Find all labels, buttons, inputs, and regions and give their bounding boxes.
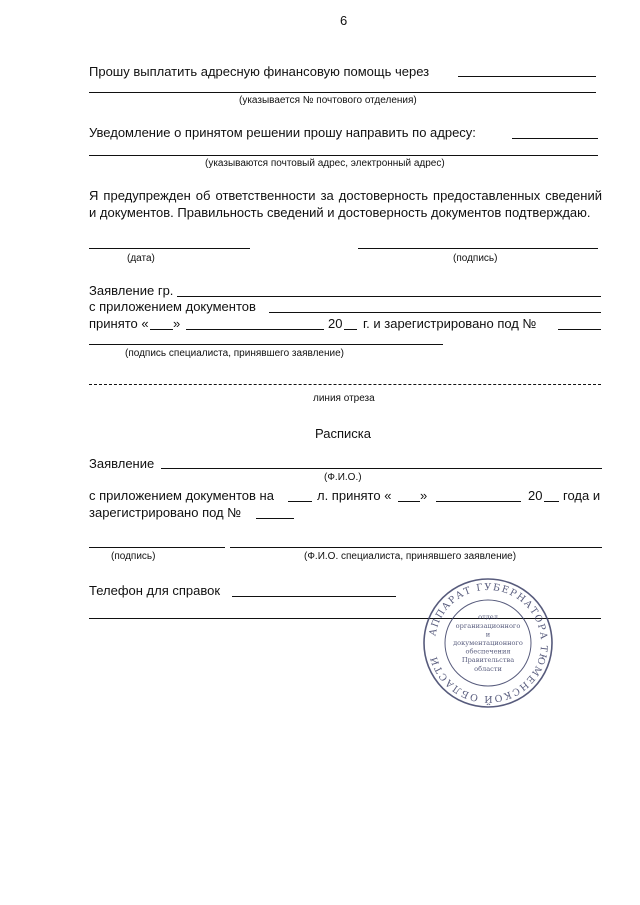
receipt-quote-close: » xyxy=(420,488,428,503)
accepted-registered-text: г. и зарегистрировано под № xyxy=(363,316,537,331)
cut-line-label: линия отреза xyxy=(313,393,375,404)
receipt-year-suffix: года и xyxy=(563,488,601,503)
receipt-title: Расписка xyxy=(315,426,371,441)
specialist-signature-line[interactable] xyxy=(89,344,443,345)
date-field-line[interactable] xyxy=(89,248,250,249)
stamp-center-line: области xyxy=(474,664,502,673)
cut-line xyxy=(89,384,601,385)
stamp-center-line: документационного xyxy=(453,639,523,647)
notice-label: Уведомление о принятом решении прошу направить по адресу: xyxy=(89,125,476,140)
receipt-registered-text: зарегистрировано под № xyxy=(89,505,242,520)
notice-field-line-2[interactable] xyxy=(89,155,598,156)
applicant-name-line[interactable] xyxy=(177,296,601,297)
payment-hint: (указывается № почтового отделения) xyxy=(239,95,417,106)
date-hint: (дата) xyxy=(127,253,155,264)
accepted-quote: » xyxy=(173,316,181,331)
official-stamp xyxy=(420,575,556,711)
payment-field-line-2[interactable] xyxy=(89,92,596,93)
specialist-hint: (подпись специалиста, принявшего заявление) xyxy=(125,348,344,359)
receipt-month-line[interactable] xyxy=(436,501,521,502)
accepted-month-line[interactable] xyxy=(186,329,324,330)
receipt-specialist-fio-hint: (Ф.И.О. специалиста, принявшего заявление) xyxy=(304,551,517,562)
payment-label: Прошу выплатить адресную финансовую помощь через xyxy=(89,64,430,79)
receipt-registration-line[interactable] xyxy=(256,518,294,519)
phone-label: Телефон для справок xyxy=(89,583,221,598)
notice-hint: (указываются почтовый адрес, электронный адрес) xyxy=(205,158,445,169)
notice-field-line[interactable] xyxy=(512,138,598,139)
application-from-label: Заявление гр. xyxy=(89,283,174,298)
signature-field-line[interactable] xyxy=(358,248,598,249)
payment-field-line[interactable] xyxy=(458,76,596,77)
accepted-year-line[interactable] xyxy=(344,329,357,330)
receipt-docs-on: с приложением документов на xyxy=(89,488,274,503)
stamp-center-line: организационного xyxy=(455,621,521,630)
receipt-sheets-text: л. принято « xyxy=(317,488,392,503)
warning-paragraph: Я предупрежден об ответственности за достоверность предоставленных сведений и документов. Правильность сведений и достоверность документов подтверждаю. xyxy=(89,188,602,220)
stamp-ring-text: АППАРАТ ГУБЕРНАТОРА ТЮМЕНСКОЙ ОБЛАСТИ xyxy=(427,581,550,705)
receipt-application-label: Заявление xyxy=(89,456,155,471)
phone-field-line[interactable] xyxy=(232,596,396,597)
receipt-specialist-line[interactable] xyxy=(230,547,602,548)
receipt-applicant-line[interactable] xyxy=(161,468,602,469)
receipt-fio-hint: (Ф.И.О.) xyxy=(324,472,362,483)
receipt-signature-line[interactable] xyxy=(89,547,225,548)
receipt-day-line[interactable] xyxy=(398,501,420,502)
receipt-sheets-line[interactable] xyxy=(288,501,312,502)
stamp-center-line: и xyxy=(485,630,491,639)
stamp-center-line: Правительства xyxy=(461,656,515,665)
receipt-year-prefix: 20 xyxy=(528,488,543,503)
application-docs-label: с приложением документов xyxy=(89,299,256,314)
accepted-day-line[interactable] xyxy=(150,329,173,330)
stamp-center-text xyxy=(453,613,523,673)
application-docs-line[interactable] xyxy=(269,312,601,313)
stamp-center-line: обеспечения xyxy=(465,647,511,656)
accepted-prefix: принято « xyxy=(89,316,149,331)
accepted-year-prefix: 20 xyxy=(328,316,343,331)
registration-number-line[interactable] xyxy=(558,329,601,330)
page-number: 6 xyxy=(340,13,348,28)
signature-hint: (подпись) xyxy=(453,253,498,264)
receipt-signature-hint: (подпись) xyxy=(111,551,156,562)
stamp-center-line: отдел xyxy=(478,613,498,622)
receipt-year-line[interactable] xyxy=(544,501,559,502)
